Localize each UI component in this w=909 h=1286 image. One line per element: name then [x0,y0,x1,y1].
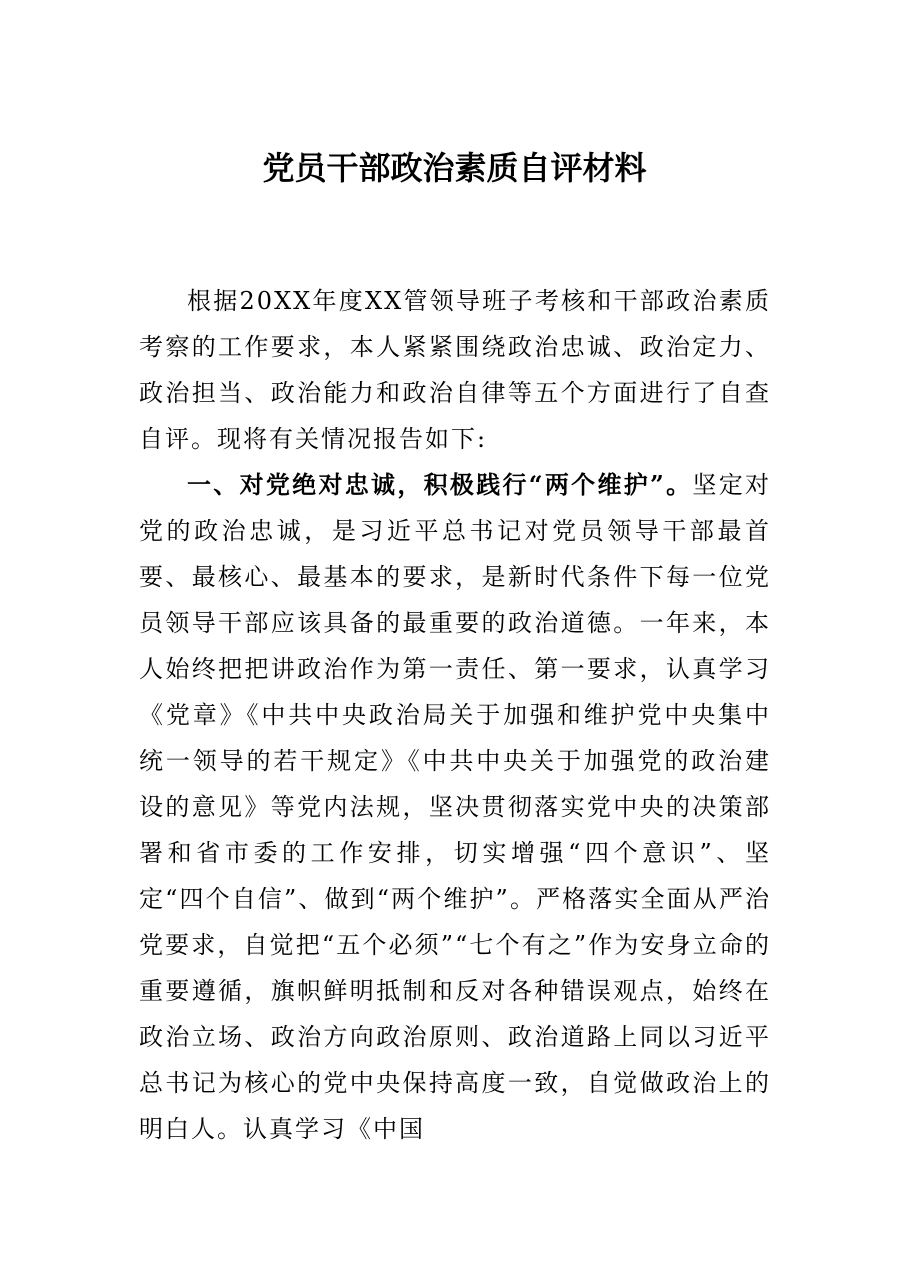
paragraph-intro-text: 根据20XX年度XX管领导班子考核和干部政治素质考察的工作要求，本人紧紧围绕政治忠诚、政治定力、政治担当、政治能力和政治自律等五个方面进行了自查自评。现将有关情况报告如下: [139,287,771,453]
paragraph-intro [139,278,771,462]
section-one-text: 坚定对党的政治忠诚，是习近平总书记对党员领导干部最首要、最核心、最基本的要求，是新时代条件下每一位党员领导干部应该具备的最重要的政治道德。一年来，本人始终把把讲政治作为第一责任、第一要求，认真学习《党章》《中共中央政治局关于加强和维护党中央集中统一领导的若干规定》《中共中央关于加强党的政治建设的意见》等党内法规，坚决贯彻落实党中央的决策部署和省市委的工作安排，切实增强“四个意识”、坚定“四个自信”、做到“两个维护”。严格落实全面从严治党要求，自觉把“五个必须”“七个有之”作为安身立命的重要遵循，旗帜鲜明抵制和反对各种错误观点，始终在政治立场、政治方向政治原则、政治道路上同以习近平总书记为核心的党中央保持高度一致，自觉做政治上的明白人。认真学习《中国 [139,471,772,1143]
document-body [139,278,771,1152]
document-title: 党员干部政治素质自评材料 [262,149,647,187]
section-one-heading: 一、对党绝对忠诚，积极践行“两个维护”。 [187,470,693,499]
paragraph-section-one [139,462,771,1152]
